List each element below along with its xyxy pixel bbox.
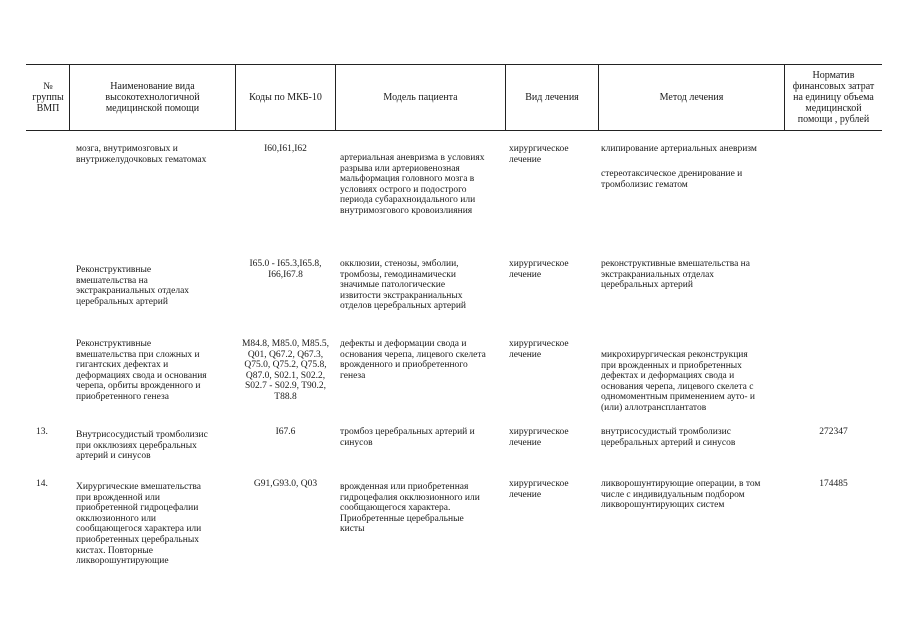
table-row-number: 14.	[36, 479, 48, 489]
table-row-method: внутрисосудистый тромболизис церебральных артерий и синусов	[601, 427, 736, 448]
table-row-method: клипирование артериальных аневризм	[601, 144, 757, 154]
table-row-number: 13.	[36, 427, 48, 437]
table-row-patient-model: тромбоз церебральных артерий и синусов	[340, 427, 475, 448]
table-row-patient-model: артериальная аневризма в условиях разрыва или артериовенозная мальформация головного мозга в условиях острого и подострого периода субарахноидального или внутримозгового кровоизлияния	[340, 153, 485, 216]
table-row-care-name: Внутрисосудистый тромболизис при окклюзиях церебральных артерий и синусов	[76, 430, 208, 462]
table-row-treatment-type: хирургическое лечение	[509, 259, 569, 280]
header-care-type: Наименование вида высокотехнологичной медицинской помощи	[105, 81, 200, 114]
table-row-treatment-type: хирургическое лечение	[509, 427, 569, 448]
header-icd-codes: Коды по МКБ-10	[249, 92, 322, 103]
table-row-care-name: Реконструктивные вмешательства на экстракраниальных отделах церебральных артерий	[76, 265, 190, 307]
header-treatment-method: Метод лечения	[659, 92, 724, 103]
table-row-care-name: Реконструктивные вмешательства при сложных и гигантских дефектах и деформациях свода и основания черепа, орбиты врожденного и приобретенного генеза	[76, 339, 207, 402]
table-row-treatment-type: хирургическое лечение	[509, 144, 569, 165]
header-treatment-type: Вид лечения	[525, 92, 579, 103]
header-group-number: № группы ВМП	[32, 81, 64, 114]
table-row-patient-model: окклюзии, стенозы, эмболии, тромбозы, гемодинамически значимые патологические извитости экстракраниальных отделов церебральных артерий	[340, 259, 466, 312]
table-row-treatment-type: хирургическое лечение	[509, 339, 569, 360]
table-row-cost: 272347	[819, 427, 848, 437]
header-cost-standard: Норматив финансовых затрат на единицу объема медицинской помощи , рублей	[792, 70, 875, 125]
table-row-icd-codes: G91,G93.0, Q03	[253, 479, 318, 489]
table-row-method: стереотаксическое дренирование и тромболизис гематом	[601, 169, 743, 190]
table-row-icd-codes: M84.8, M85.0, M85.5, Q01, Q67.2, Q67.3, Q75.0, Q75.2, Q75.8, Q87.0, S02.1, S02.2, S02.7 - S02.9, T90.2, T88.8	[241, 339, 330, 402]
table-row-icd-codes: I65.0 - I65.3,I65.8, I66,I67.8	[249, 259, 322, 280]
header-patient-model: Модель пациента	[383, 92, 458, 103]
table-row-care-name: Хирургические вмешательства при врожденной или приобретенной гидроцефалии окклюзионного или сообщающегося характера или приобретенных церебральных кистах. Повторные ликворошунтирующие	[76, 482, 202, 567]
table-row-icd-codes: I60,I61,I62	[264, 144, 307, 154]
table-row-cost: 174485	[819, 479, 848, 489]
table-row-method: микрохирургическая реконструкция при врожденных и приобретенных дефектах и деформациях свода и основания черепа, лицевого скелета с одномоментным применением ауто- и (или) аллотрансплантатов	[601, 350, 755, 413]
table-row-method: реконструктивные вмешательства на экстракраниальных отделах церебральных артерий	[601, 259, 750, 291]
table-row-care-name: мозга, внутримозговых и внутрижелудочковых гематомах	[76, 144, 207, 165]
table-row-method: ликворошунтирующие операции, в том числе с индивидуальным подбором ликворошунтирующих систем	[601, 479, 761, 511]
header-bottom-border	[26, 130, 882, 131]
table-row-patient-model: врожденная или приобретенная гидроцефалия окклюзионного или сообщающегося характера. Приобретенные церебральные кисты	[340, 482, 480, 535]
table-row-treatment-type: хирургическое лечение	[509, 479, 569, 500]
table-row-patient-model: дефекты и деформации свода и основания черепа, лицевого скелета врожденного и приобретенного генеза	[340, 339, 486, 381]
table-row-icd-codes: I67.6	[275, 427, 296, 437]
